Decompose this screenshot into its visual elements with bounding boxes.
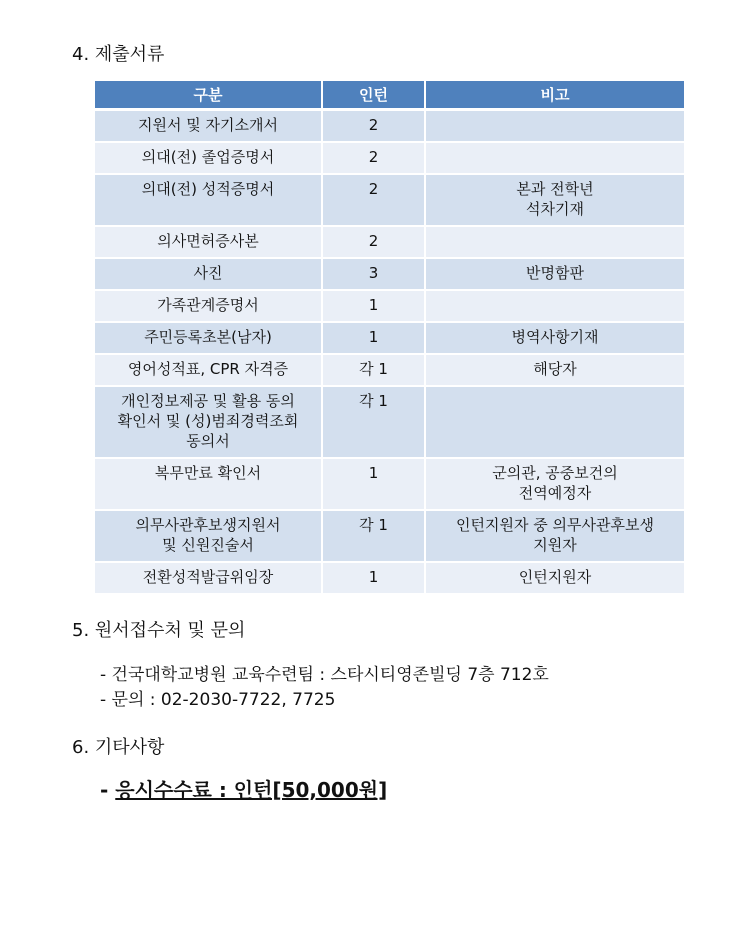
- table-row: [95, 563, 684, 595]
- note-text: 해당자: [533, 360, 577, 378]
- contact-address: - 건국대학교병원 교육수련팀 : 스타시티영존빌딩 7층 712호: [100, 665, 549, 685]
- table-row: [95, 355, 684, 387]
- document-name-cell: [95, 291, 323, 323]
- header-category: 구분: [95, 81, 323, 111]
- document-name-cell: [95, 111, 323, 143]
- document-name-cell: [95, 175, 323, 227]
- document-name: 복무만료 확인서: [154, 464, 262, 482]
- note-text: 인턴지원자: [518, 568, 592, 586]
- document-name: 확인서 및 (성)범죄경력조회: [117, 412, 299, 430]
- intern-count: 각 1: [323, 387, 426, 459]
- intern-count: 1: [323, 563, 426, 595]
- note-cell: [426, 175, 684, 227]
- section-4-heading: 4. 제출서류: [72, 44, 165, 65]
- note-text: 본과 전학년: [516, 180, 594, 198]
- intern-count: 2: [323, 143, 426, 175]
- note-text: 반명함판: [526, 264, 584, 282]
- section-5-heading: 5. 원서접수처 및 문의: [72, 620, 246, 641]
- section-6-heading: 6. 기타사항: [72, 737, 165, 758]
- header-intern: 인턴: [323, 81, 426, 111]
- note-text: 지원자: [533, 536, 577, 554]
- document-name: 의대(전) 졸업증명서: [141, 148, 275, 166]
- fee-text: 응시수수료 : 인턴[50,000원]: [115, 778, 388, 802]
- document-name: 의무사관후보생지원서: [135, 516, 281, 534]
- table-header-row: [95, 81, 684, 111]
- table-row: [95, 323, 684, 355]
- document-name: 사진: [193, 264, 223, 282]
- note-cell: [426, 259, 684, 291]
- document-name-cell: [95, 511, 323, 563]
- intern-count: 1: [323, 323, 426, 355]
- note-cell: [426, 227, 684, 259]
- note-cell: [426, 387, 684, 459]
- document-name: 개인정보제공 및 활용 동의: [121, 392, 295, 410]
- application-fee: [100, 774, 387, 803]
- note-cell: [426, 355, 684, 387]
- table-row: [95, 175, 684, 227]
- table-row: [95, 387, 684, 459]
- intern-count: 각 1: [323, 511, 426, 563]
- table-row: [95, 259, 684, 291]
- document-name-cell: [95, 459, 323, 511]
- document-name: 의대(전) 성적증명서: [141, 180, 275, 198]
- documents-table: [95, 81, 684, 595]
- table-row: [95, 227, 684, 259]
- note-text: 전역예정자: [518, 484, 592, 502]
- contact-phone: - 문의 : 02-2030-7722, 7725: [100, 690, 336, 710]
- document-name: 주민등록초본(남자): [144, 328, 272, 346]
- document-name-cell: [95, 143, 323, 175]
- table-row: [95, 291, 684, 323]
- note-cell: [426, 563, 684, 595]
- document-name-cell: [95, 387, 323, 459]
- table-row: [95, 459, 684, 511]
- note-cell: [426, 459, 684, 511]
- table-row: [95, 511, 684, 563]
- note-text: 군의관, 공중보건의: [492, 464, 618, 482]
- note-cell: [426, 111, 684, 143]
- fee-dash: -: [100, 778, 116, 802]
- note-text: 병역사항기재: [511, 328, 599, 346]
- intern-count: 2: [323, 111, 426, 143]
- note-cell: [426, 143, 684, 175]
- document-name-cell: [95, 355, 323, 387]
- document-name-cell: [95, 323, 323, 355]
- document-name: 전환성적발급위임장: [142, 568, 274, 586]
- intern-count: 2: [323, 227, 426, 259]
- note-text: 석차기재: [526, 200, 584, 218]
- intern-count: 2: [323, 175, 426, 227]
- document-name-cell: [95, 227, 323, 259]
- note-text: 인턴지원자 중 의무사관후보생: [456, 516, 654, 534]
- table-row: [95, 111, 684, 143]
- document-name: 의사면허증사본: [157, 232, 259, 250]
- note-cell: [426, 291, 684, 323]
- header-note: 비고: [426, 81, 684, 111]
- note-cell: [426, 511, 684, 563]
- document-name: 동의서: [186, 432, 230, 450]
- intern-count: 1: [323, 291, 426, 323]
- intern-count: 각 1: [323, 355, 426, 387]
- table-row: [95, 143, 684, 175]
- intern-count: 1: [323, 459, 426, 511]
- intern-count: 3: [323, 259, 426, 291]
- document-name-cell: [95, 259, 323, 291]
- document-name: 지원서 및 자기소개서: [138, 116, 278, 134]
- document-name: 및 신원진술서: [162, 536, 254, 554]
- note-cell: [426, 323, 684, 355]
- document-name: 가족관계증명서: [157, 296, 259, 314]
- document-name: 영어성적표, CPR 자격증: [127, 360, 289, 378]
- document-name-cell: [95, 563, 323, 595]
